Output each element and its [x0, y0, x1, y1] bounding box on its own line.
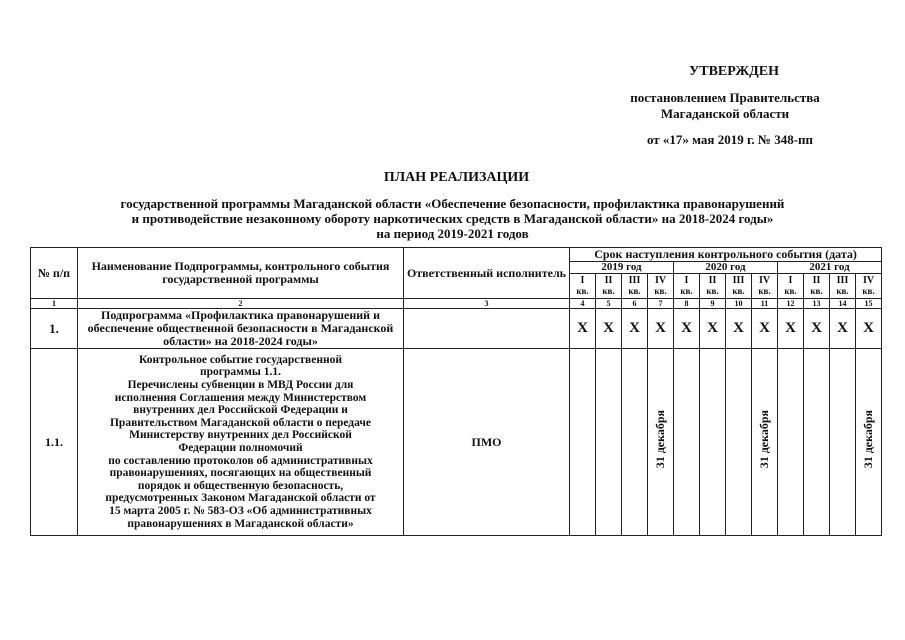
header-responsible: Ответственный исполнитель — [404, 248, 570, 299]
column-number: 3 — [404, 299, 570, 309]
column-number: 11 — [752, 299, 778, 309]
quarter-label: I — [580, 275, 585, 286]
quarter-header — [830, 274, 856, 299]
document-subtitle-line: и противодействие незаконному обороту наркотических средств в Магаданской области» на 2018-2024 годы» — [131, 211, 774, 226]
quarter-date-cell — [830, 349, 856, 536]
row-name — [78, 349, 404, 536]
row-responsible: ПМО — [404, 349, 570, 536]
row-name-line: предусмотренных Законом Магаданской области от — [105, 492, 376, 505]
quarter-suffix: кв. — [862, 286, 875, 296]
quarter-mark: X — [830, 309, 856, 349]
quarter-mark: X — [700, 309, 726, 349]
document-title: ПЛАН РЕАЛИЗАЦИИ — [383, 170, 530, 185]
row-name-line: по составлению протоколов об административных — [108, 454, 373, 467]
quarter-mark: X — [856, 309, 882, 349]
header-row — [31, 248, 882, 262]
quarter-date-cell — [570, 349, 596, 536]
row-name-line: внутренних дел Российской Федерации и — [133, 404, 348, 417]
column-number: 9 — [700, 299, 726, 309]
column-number: 12 — [778, 299, 804, 309]
quarter-header — [622, 274, 648, 299]
column-number: 2 — [78, 299, 404, 309]
plan-table — [30, 247, 882, 536]
quarter-label: IV — [758, 275, 771, 286]
quarter-suffix: кв. — [654, 286, 667, 296]
quarter-suffix: кв. — [576, 286, 589, 296]
quarter-date-cell — [856, 349, 882, 536]
quarter-label: III — [836, 275, 849, 286]
quarter-date: 31 декабря — [861, 410, 876, 469]
year-2019: 2019 год — [570, 262, 674, 274]
row-responsible — [404, 309, 570, 349]
quarter-date-cell — [700, 349, 726, 536]
quarter-suffix: кв. — [680, 286, 693, 296]
quarter-mark: X — [648, 309, 674, 349]
quarter-mark: X — [596, 309, 622, 349]
quarter-header — [674, 274, 700, 299]
quarter-header — [648, 274, 674, 299]
quarter-date-cell — [674, 349, 700, 536]
row-number: 1.1. — [31, 349, 78, 536]
quarter-header — [804, 274, 830, 299]
quarter-suffix: кв. — [628, 286, 641, 296]
quarter-header — [596, 274, 622, 299]
row-name-line: Федерации полномочий — [178, 442, 303, 454]
quarter-suffix: кв. — [810, 286, 823, 296]
row-name-line: Перечислены субвенции в МВД России для — [127, 379, 354, 392]
document-heading — [0, 170, 905, 241]
quarter-header — [752, 274, 778, 299]
quarter-label: II — [812, 275, 821, 286]
quarter-date-cell — [778, 349, 804, 536]
quarter-label: II — [604, 275, 613, 286]
approval-order: от «17» мая 2019 г. № 348-пп — [646, 132, 814, 147]
row-name-line: Правительством Магаданской области о передаче — [109, 416, 371, 429]
quarter-header — [726, 274, 752, 299]
approval-line: Магаданской области — [660, 106, 790, 121]
header-num: № п/п — [31, 248, 78, 299]
row-name-line: Министерству внутренних дел Российской — [129, 429, 352, 442]
quarter-mark: X — [674, 309, 700, 349]
quarter-label: IV — [654, 275, 667, 286]
table-row — [31, 349, 882, 536]
quarter-date: 31 декабря — [653, 410, 667, 469]
quarter-mark: X — [804, 309, 830, 349]
quarter-header — [700, 274, 726, 299]
approval-block — [600, 64, 850, 148]
quarter-label: IV — [862, 275, 875, 286]
document-subtitle-line: государственной программы Магаданской области «Обеспечение безопасности, профилактика правонарушений — [120, 196, 785, 211]
quarter-date-cell — [596, 349, 622, 536]
header-name: Наименование Подпрограммы, контрольного события государственной программы — [78, 248, 404, 299]
row-name-line: Контрольное событие государственной — [139, 353, 342, 366]
year-2021: 2021 год — [778, 262, 882, 274]
quarter-label: II — [708, 275, 717, 286]
column-number: 6 — [622, 299, 648, 309]
quarter-date-cell — [622, 349, 648, 536]
quarter-mark: X — [778, 309, 804, 349]
quarter-suffix: кв. — [836, 286, 849, 296]
row-name-line: правонарушениях в Магаданской области» — [127, 517, 354, 530]
quarter-date: 31 декабря — [757, 410, 771, 469]
row-number: 1. — [31, 309, 78, 349]
quarter-date-cell — [804, 349, 830, 536]
column-number: 10 — [726, 299, 752, 309]
table-row — [31, 309, 882, 349]
quarter-suffix: кв. — [706, 286, 719, 296]
row-name-line: программы 1.1. — [200, 366, 281, 379]
column-number: 14 — [830, 299, 856, 309]
quarter-suffix: кв. — [784, 286, 797, 296]
column-number: 1 — [31, 299, 78, 309]
header-deadline: Срок наступления контрольного события (дата) — [570, 248, 882, 262]
quarter-label: III — [732, 275, 745, 286]
row-name-line: 15 марта 2005 г. № 583-ОЗ «Об административных — [109, 504, 372, 517]
quarter-mark: X — [726, 309, 752, 349]
quarter-mark: X — [622, 309, 648, 349]
column-number: 13 — [804, 299, 830, 309]
row-name-line: правонарушениях, посягающих на общественный — [109, 467, 372, 480]
quarter-suffix: кв. — [758, 286, 771, 296]
quarter-date-cell — [752, 349, 778, 536]
quarter-mark: X — [570, 309, 596, 349]
column-number: 7 — [648, 299, 674, 309]
column-number: 15 — [856, 299, 882, 309]
column-number-row — [31, 299, 882, 309]
row-name: Подпрограмма «Профилактика правонарушений и обеспечение общественной безопасности в Магаданской области» на 2018-2024 годы» — [78, 309, 404, 349]
row-name-line: порядок и общественную безопасность, — [137, 479, 344, 492]
quarter-header — [778, 274, 804, 299]
column-number: 8 — [674, 299, 700, 309]
quarter-suffix: кв. — [732, 286, 745, 296]
quarter-date-cell — [648, 349, 674, 536]
quarter-label: III — [628, 275, 641, 286]
quarter-header — [856, 274, 882, 299]
column-number: 4 — [570, 299, 596, 309]
quarter-mark: X — [752, 309, 778, 349]
column-number: 5 — [596, 299, 622, 309]
approval-line: постановлением Правительства — [630, 90, 820, 105]
quarter-label: I — [684, 275, 689, 286]
quarter-header — [570, 274, 596, 299]
row-name-line: исполнения Соглашения между Министерством — [114, 391, 367, 404]
quarter-date-cell — [726, 349, 752, 536]
quarter-suffix: кв. — [602, 286, 615, 296]
year-2020: 2020 год — [674, 262, 778, 274]
quarter-label: I — [788, 275, 793, 286]
document-subtitle-line: на период 2019-2021 годов — [376, 226, 529, 241]
approval-title: УТВЕРЖДЕН — [688, 64, 780, 79]
